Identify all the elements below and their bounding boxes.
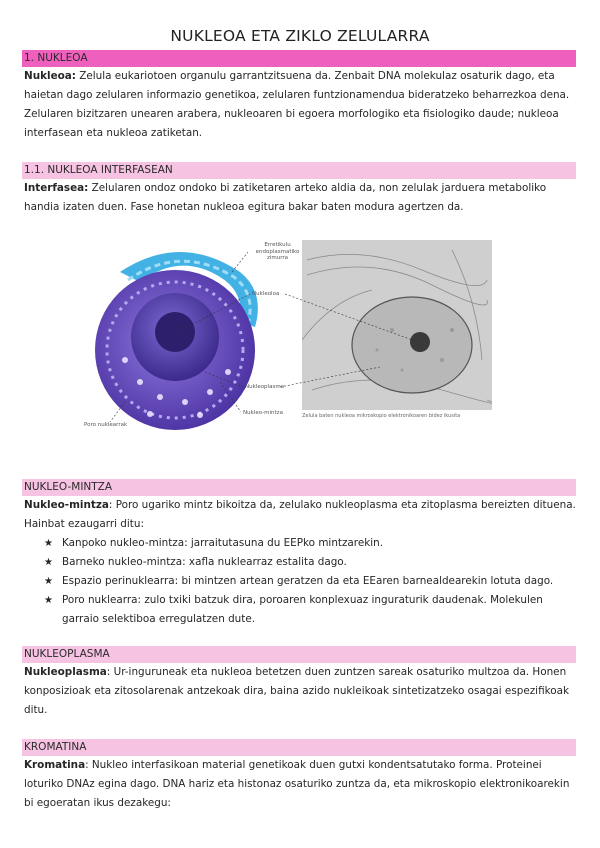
section-heading-mintza: NUKLEO-MINTZA <box>22 479 576 496</box>
label-pore: Poro nuklearrak <box>84 422 128 428</box>
star-bullet-icon: ★ <box>44 557 53 568</box>
term-mintza: Nukleo-mintza <box>24 499 109 511</box>
label-nucleolus: Nukleoloa <box>252 291 280 297</box>
paragraph-nukleoa <box>24 67 577 143</box>
nucleolus <box>155 312 195 352</box>
label-envelope: Nukleo-mintza <box>243 410 283 416</box>
nucleus-figure <box>80 232 500 437</box>
figure-caption: Zelula baten nukleoa mikroskopio elektronikoaren bidez ikusita <box>302 413 461 419</box>
section-heading-kromatina: KROMATINA <box>22 739 576 756</box>
paragraph-mintza <box>24 496 577 534</box>
list-item: ★ Barneko nukleo-mintza: xafla nuklearraz estalita dago. <box>44 553 576 572</box>
text-kromatina: : Nukleo interfasikoan material genetikoak duen gutxi kondentsatutako forma. Proteinei loturiko DNAz egina dago. DNA hariz eta histonaz osaturiko zuntza da, eta mikroskopio elektronikoarekin bi egoeratan ikus dezakegu: <box>24 759 570 809</box>
star-bullet-icon: ★ <box>44 538 53 549</box>
section-heading-interfasea: 1.1. NUKLEOA INTERFASEAN <box>22 162 576 179</box>
term-nukleoa: Nukleoa: <box>24 70 76 82</box>
paragraph-nukleoplasma <box>24 663 577 720</box>
text-nukleoa: Zelula eukariotoen organulu garrantzitsuena da. Zenbait DNA molekulaz osaturik dago, eta haietan dago zelularen informazio genetikoa, zelularen funtzionamendua bideratzeko beharrezkoa dena. Zelularen bizitzaren unearen arabera, nukleoaren bi egoera morfologiko eta fisiologiko daude; nukleoa interfasean eta nukleoa zatiketan. <box>24 70 570 139</box>
page-title: NUKLEOA ETA ZIKLO ZELULARRA <box>170 27 430 45</box>
text-nukleoplasma: : Ur-inguruneak eta nukleoa betetzen duen zuntzen sareak osaturiko multzoa da. Honen konposizioak eta zitosolarenak antzekoak dira, baina azido nukleikoak sintetizatzeko osagai espezifikoak ditu. <box>24 666 569 716</box>
micrograph <box>302 240 492 410</box>
list-item: ★ Kanpoko nukleo-mintza: jarraitutasuna du EEPko mintzarekin. <box>44 534 576 553</box>
mintza-list <box>44 534 576 629</box>
star-bullet-icon: ★ <box>44 576 53 587</box>
nucleus-illustration <box>80 232 310 437</box>
section-heading-nukleoa: 1. NUKLEOA <box>22 50 576 67</box>
term-interfasea: Interfasea: <box>24 182 89 194</box>
label-nucleoplasm: Nukleoplasma <box>245 384 285 390</box>
list-item: ★ Espazio perinuklearra: bi mintzen artean geratzen da eta EEaren barnealdearekin lotuta dago. <box>44 572 576 591</box>
paragraph-interfasea <box>24 179 577 217</box>
section-heading-nukleoplasma: NUKLEOPLASMA <box>22 646 576 663</box>
text-interfasea: Zelularen ondoz ondoko bi zatiketaren arteko aldia da, non zelulak jarduera metaboliko handia izaten duen. Fase honetan nukleoa egitura bakar baten modura agertzen da. <box>24 182 547 213</box>
list-item: ★ Poro nuklearra: zulo txiki batzuk dira, poroaren konplexuaz inguraturik daudenak. Molekulen garraio selektiboa erregulatzen dute. <box>44 591 576 629</box>
label-er: Erretikulu endoplasmatiko zimurra <box>255 242 300 261</box>
star-bullet-icon: ★ <box>44 595 53 606</box>
text-mintza: : Poro ugariko mintz bikoitza da, zelulako nukleoplasma eta zitoplasma bereizten dituena. Hainbat ezaugarri ditu: <box>24 499 576 530</box>
paragraph-kromatina <box>24 756 577 813</box>
term-kromatina: Kromatina <box>24 759 86 771</box>
term-nukleoplasma: Nukleoplasma <box>24 666 107 678</box>
